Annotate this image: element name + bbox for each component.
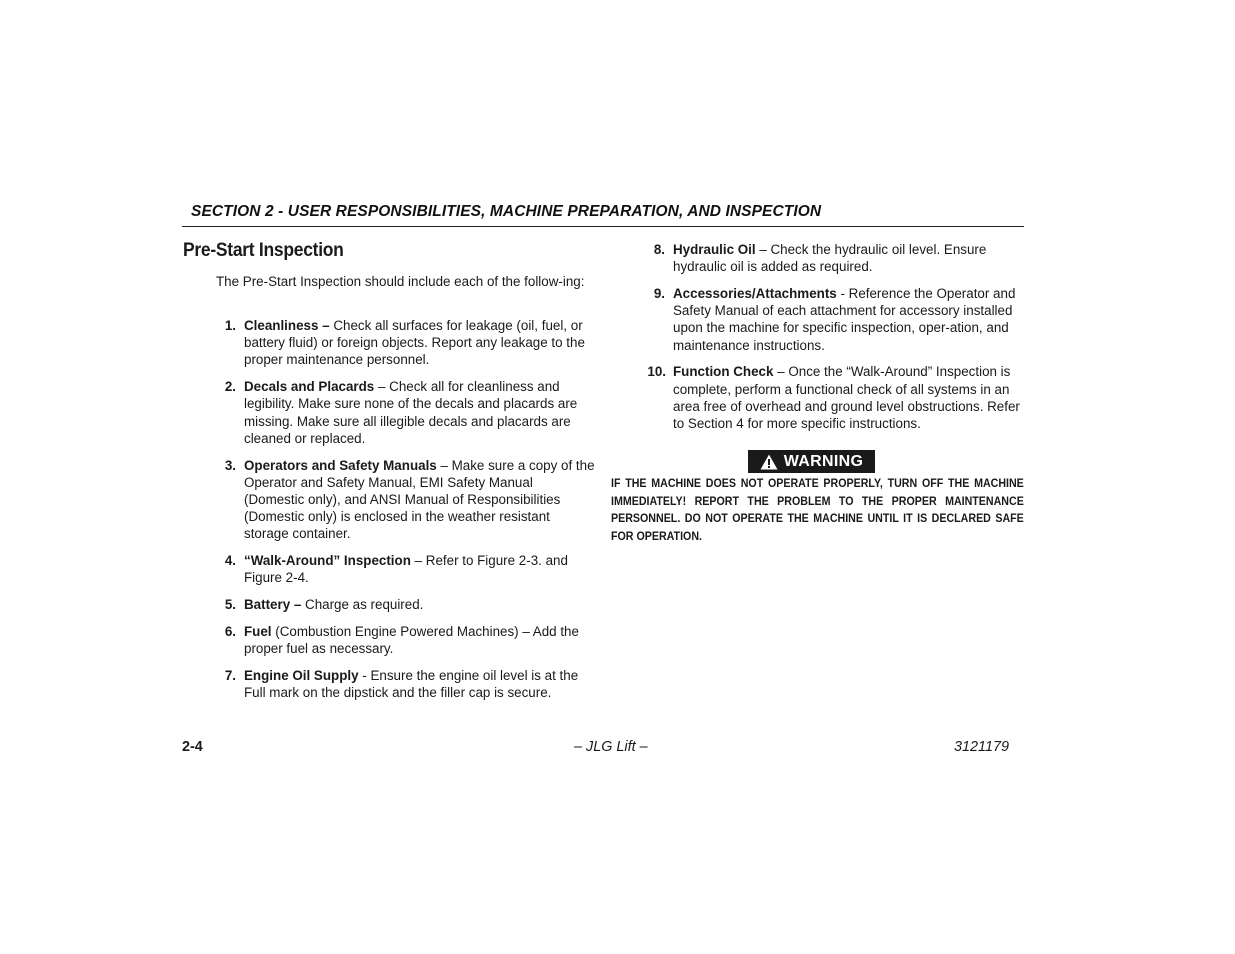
item-text: Check all surfaces for leakage (oil, fuel, or battery fluid) or foreign objects. Report any leakage to the proper maintenance personnel. bbox=[244, 318, 585, 368]
list-item-5 bbox=[224, 596, 596, 613]
list-item-8 bbox=[653, 241, 1026, 275]
list-item-3 bbox=[224, 457, 596, 543]
left-column-list bbox=[224, 317, 596, 711]
item-text: Charge as required. bbox=[301, 597, 424, 613]
item-term: Battery – bbox=[244, 597, 302, 613]
item-text: - Reference the Operator and Safety Manual of each attachment for accessory installed upon the machine for specific inspection, oper-ation, and maintenance instructions. bbox=[673, 286, 1016, 353]
right-column-list bbox=[647, 241, 1026, 442]
item-term: Function Check bbox=[673, 364, 774, 380]
document-number: 3121179 bbox=[954, 739, 1009, 755]
item-number: 8. bbox=[653, 242, 665, 257]
list-item-6 bbox=[224, 623, 596, 657]
list-item-10 bbox=[647, 363, 1026, 432]
intro-paragraph: The Pre-Start Inspection should include each of the follow-ing: bbox=[216, 274, 585, 289]
item-text: – Make sure a copy of the Operator and Safety Manual, EMI Safety Manual (Domestic only), and ANSI Manual of Responsibilities (Domestic only) is enclosed in the weather resistant storage container. bbox=[244, 457, 595, 542]
item-term: Engine Oil Supply bbox=[244, 668, 359, 684]
page-number: 2-4 bbox=[182, 739, 203, 755]
item-number: 10. bbox=[647, 364, 666, 380]
item-text: – Check the hydraulic oil level. Ensure hydraulic oil is added as required. bbox=[673, 242, 987, 275]
item-number: 4. bbox=[224, 553, 236, 569]
item-number: 7. bbox=[224, 668, 236, 684]
warning-message: IF THE MACHINE DOES NOT OPERATE PROPERLY, TURN OFF THE MACHINE IMMEDIATELY! REPORT THE PROBLEM TO THE PROPER MAINTENANCE PERSONNEL. DO NOT OPERATE THE MACHINE UNTIL IT IS DECLARED SAFE FOR OPERATION. bbox=[611, 476, 1024, 543]
item-term: Cleanliness – bbox=[244, 318, 330, 333]
warning-badge bbox=[748, 450, 875, 473]
item-number: 3. bbox=[224, 457, 236, 473]
item-number: 2. bbox=[224, 379, 236, 395]
header-divider bbox=[182, 226, 1024, 227]
item-term: Decals and Placards bbox=[244, 379, 375, 395]
warning-triangle-icon bbox=[760, 454, 778, 470]
list-item-4 bbox=[224, 552, 596, 586]
item-term: Fuel bbox=[244, 624, 272, 640]
item-number: 5. bbox=[224, 597, 236, 613]
item-text: – Once the “Walk-Around” Inspection is complete, perform a functional check of all systems in an area free of overhead and ground level obstructions. Refer to Section 4 for more specific instructions. bbox=[673, 364, 1020, 432]
item-number: 9. bbox=[653, 286, 665, 301]
item-text: – Refer to Figure 2-3. and Figure 2-4. bbox=[244, 553, 568, 586]
item-term: “Walk-Around” Inspection bbox=[244, 553, 411, 569]
warning-label: WARNING bbox=[783, 452, 864, 470]
item-number: 1. bbox=[224, 318, 236, 333]
page-title: Pre-Start Inspection bbox=[183, 240, 344, 261]
item-text: – Check all for cleanliness and legibility. Make sure none of the decals and placards are missing. Make sure all illegible decals and placards are cleaned or replaced. bbox=[244, 379, 578, 446]
footer-publisher: – JLG Lift – bbox=[574, 739, 648, 755]
list-item-7 bbox=[224, 667, 596, 701]
item-term: Accessories/Attachments bbox=[673, 286, 837, 301]
item-term: Operators and Safety Manuals bbox=[244, 457, 437, 473]
item-term: Hydraulic Oil bbox=[673, 242, 756, 257]
list-item-2 bbox=[224, 378, 596, 447]
item-number: 6. bbox=[224, 624, 236, 640]
item-text: - Ensure the engine oil level is at the Full mark on the dipstick and the filler cap is secure. bbox=[244, 668, 579, 701]
item-text: (Combustion Engine Powered Machines) – Add the proper fuel as necessary. bbox=[244, 624, 579, 657]
list-item-9 bbox=[653, 285, 1026, 354]
list-item-1 bbox=[224, 317, 596, 369]
section-header: SECTION 2 - USER RESPONSIBILITIES, MACHINE PREPARATION, AND INSPECTION bbox=[191, 203, 822, 220]
